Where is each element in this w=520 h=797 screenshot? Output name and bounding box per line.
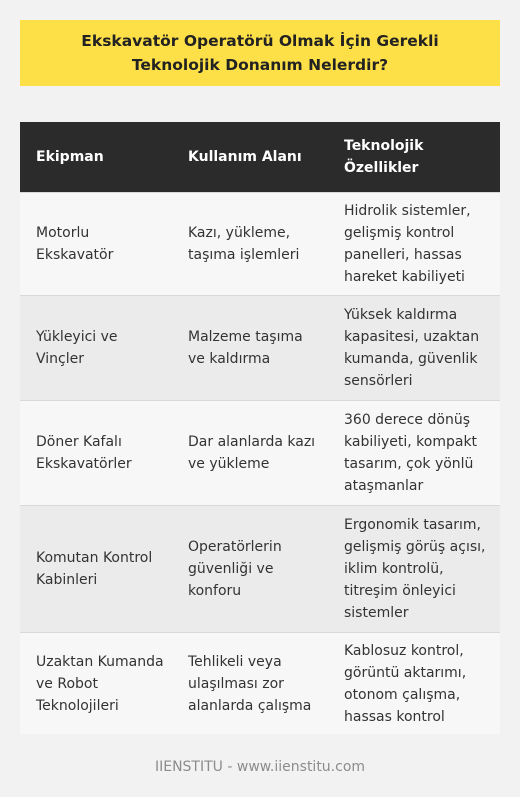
page-title-banner xyxy=(20,20,500,86)
cell-tech-features: Kablosuz kontrol, görüntü aktarımı, otonom çalışma, hassas kontrol xyxy=(328,633,500,735)
cell-usage-area: Malzeme taşıma ve kaldırma xyxy=(172,296,328,401)
table-row xyxy=(20,296,500,401)
cell-tech-features: Ergonomik tasarım, gelişmiş görüş açısı, iklim kontrolü, titreşim önleyici sistemler xyxy=(328,506,500,633)
cell-tech-features: Yüksek kaldırma kapasitesi, uzaktan kumanda, güvenlik sensörleri xyxy=(328,296,500,401)
table-row xyxy=(20,401,500,506)
header-equipment: Ekipman xyxy=(20,122,172,193)
page-title: Ekskavatör Operatörü Olmak İçin Gerekli Teknolojik Donanım Nelerdir? xyxy=(81,32,439,74)
cell-tech-features: 360 derece dönüş kabiliyeti, kompakt tasarım, çok yönlü ataşmanlar xyxy=(328,401,500,506)
cell-tech-features: Hidrolik sistemler, gelişmiş kontrol panelleri, hassas hareket kabiliyeti xyxy=(328,193,500,296)
cell-usage-area: Dar alanlarda kazı ve yükleme xyxy=(172,401,328,506)
cell-equipment: Komutan Kontrol Kabinleri xyxy=(20,506,172,633)
header-tech-features: Teknolojik Özellikler xyxy=(328,122,500,193)
cell-usage-area: Operatörlerin güvenliği ve konforu xyxy=(172,506,328,633)
table-header-row xyxy=(20,122,500,193)
cell-usage-area: Tehlikeli veya ulaşılması zor alanlarda çalışma xyxy=(172,633,328,735)
cell-usage-area: Kazı, yükleme, taşıma işlemleri xyxy=(172,193,328,296)
table-row xyxy=(20,506,500,633)
header-usage-area: Kullanım Alanı xyxy=(172,122,328,193)
cell-equipment: Döner Kafalı Ekskavatörler xyxy=(20,401,172,506)
cell-equipment: Yükleyici ve Vinçler xyxy=(20,296,172,401)
table-row xyxy=(20,633,500,735)
cell-equipment: Uzaktan Kumanda ve Robot Teknolojileri xyxy=(20,633,172,735)
footer-credit: IIENSTITU - www.iienstitu.com xyxy=(154,759,366,775)
equipment-table xyxy=(20,122,500,734)
table-row xyxy=(20,193,500,296)
cell-equipment: Motorlu Ekskavatör xyxy=(20,193,172,296)
